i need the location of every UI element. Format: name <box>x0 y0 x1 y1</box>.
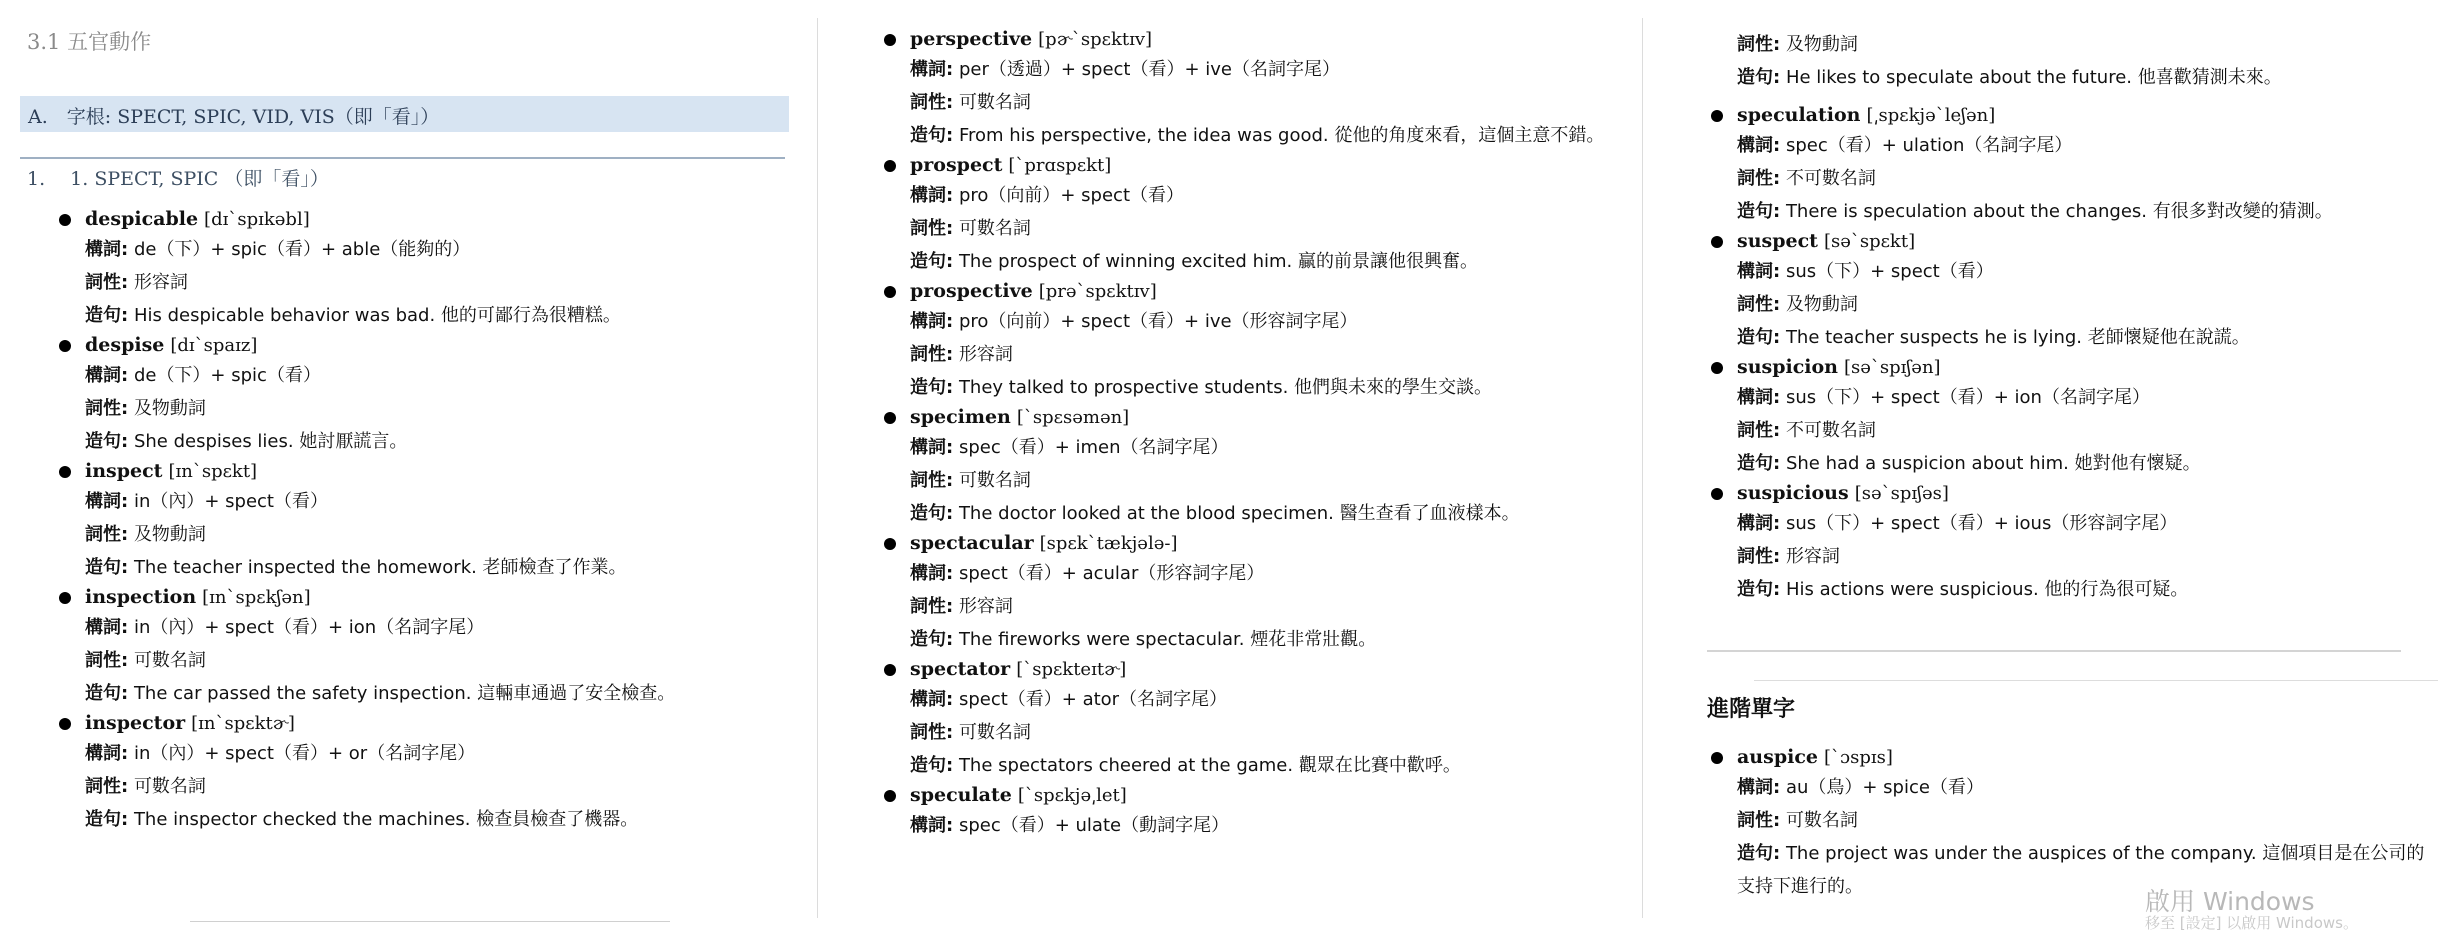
bullet-icon <box>1711 236 1723 248</box>
pos-label: 詞性: <box>910 92 954 113</box>
pos-line <box>85 518 805 551</box>
vocab-entry <box>910 782 1628 842</box>
pos-value: 可數名詞 <box>958 470 1031 491</box>
section-divider <box>20 157 785 159</box>
vocab-entry <box>910 530 1628 656</box>
sentence-line <box>910 371 1628 404</box>
pos-label: 詞性: <box>1737 810 1781 831</box>
bullet-icon <box>1711 752 1723 764</box>
bullet-icon <box>884 286 896 298</box>
pronunciation: [sə`spɛkt] <box>1823 231 1916 252</box>
pos-label: 詞性: <box>910 596 954 617</box>
pos-value: 及物動詞 <box>1785 34 1858 55</box>
entry-headword-line <box>85 710 805 737</box>
structure-label: 構詞: <box>1737 135 1781 156</box>
entry-headword-line <box>910 152 1628 179</box>
entry-headword-line <box>910 530 1628 557</box>
sentence-value: His despicable behavior was bad. 他的可鄙行為很糟糕。 <box>133 305 621 326</box>
sentence-value: From his perspective, the idea was good. 從他的角度來看，這個主意不錯。 <box>958 125 1605 146</box>
entry-headword-line <box>910 26 1628 53</box>
entry-headword-line <box>910 782 1628 809</box>
entry-headword-line <box>910 404 1628 431</box>
bullet-icon <box>884 412 896 424</box>
pos-line <box>1737 414 2427 447</box>
sentence-value: The fireworks were spectacular. 煙花非常壯觀。 <box>958 629 1377 650</box>
structure-value: au（鳥）+ spice（看） <box>1785 777 1984 798</box>
sentence-line <box>85 551 805 584</box>
pos-value: 形容詞 <box>958 596 1013 617</box>
section-heading: A. 字根: SPECT, SPIC, VID, VIS（即「看」） <box>20 96 789 132</box>
pronunciation: [sə`spɪʃəs] <box>1854 483 1949 504</box>
pos-label: 詞性: <box>85 650 129 671</box>
pos-line <box>85 770 805 803</box>
pronunciation: [pɚ`spɛktɪv] <box>1038 29 1153 50</box>
sentence-line <box>910 245 1628 278</box>
sentence-label: 造句: <box>910 251 954 272</box>
bullet-icon <box>59 718 71 730</box>
pos-label: 詞性: <box>1737 168 1781 189</box>
sentence-value: She despises lies. 她討厭謊言。 <box>133 431 408 452</box>
structure-label: 構詞: <box>910 689 954 710</box>
bullet-icon <box>884 538 896 550</box>
structure-label: 構詞: <box>910 437 954 458</box>
sentence-label: 造句: <box>910 755 954 776</box>
pos-line <box>1737 540 2427 573</box>
structure-line <box>85 737 805 770</box>
headword: perspective <box>910 28 1033 50</box>
pos-value: 形容詞 <box>1785 546 1840 567</box>
column-3 <box>1644 0 2438 924</box>
headword: suspicious <box>1737 482 1849 504</box>
structure-line <box>1737 381 2427 414</box>
structure-value: sus（下）+ spect（看）+ ious（形容詞字尾） <box>1785 513 2178 534</box>
sentence-value: The inspector checked the machines. 檢查員檢查了機器。 <box>133 809 639 830</box>
sentence-label: 造句: <box>1737 67 1781 88</box>
sentence-line <box>910 623 1628 656</box>
column-1 <box>0 0 816 924</box>
pronunciation: [`ɔspɪs] <box>1823 747 1893 768</box>
structure-line <box>85 359 805 392</box>
headword: auspice <box>1737 746 1818 768</box>
sentence-label: 造句: <box>85 809 129 830</box>
pos-label: 詞性: <box>85 776 129 797</box>
structure-value: per（透過）+ spect（看）+ ive（名詞字尾） <box>958 59 1341 80</box>
bullet-icon <box>884 790 896 802</box>
pos-value: 可數名詞 <box>958 218 1031 239</box>
advanced-divider-secondary <box>1754 680 2438 681</box>
bullet-icon <box>59 466 71 478</box>
bullet-icon <box>59 340 71 352</box>
bullet-icon <box>59 592 71 604</box>
headword: specimen <box>910 406 1011 428</box>
vocab-entry <box>85 332 805 458</box>
structure-line <box>910 683 1628 716</box>
sentence-label: 造句: <box>85 683 129 704</box>
pos-value: 不可數名詞 <box>1785 420 1876 441</box>
sentence-label: 造句: <box>1737 453 1781 474</box>
pronunciation: [ɪn`spɛkt] <box>168 461 258 482</box>
sentence-label: 造句: <box>910 377 954 398</box>
structure-label: 構詞: <box>85 491 129 512</box>
structure-line <box>85 233 805 266</box>
structure-value: in（內）+ spect（看）+ ion（名詞字尾） <box>133 617 485 638</box>
pronunciation: [dɪ`spaɪz] <box>170 335 258 356</box>
vocab-entry <box>85 458 805 584</box>
entry-headword-line <box>910 656 1628 683</box>
entry-headword-line <box>85 332 805 359</box>
pos-line <box>910 464 1628 497</box>
sentence-label: 造句: <box>910 629 954 650</box>
pronunciation: [`spɛkteɪtɚ] <box>1016 659 1127 680</box>
pronunciation: [ɪn`spɛkʃən] <box>202 587 311 608</box>
page-title: 3.1 五官動作 <box>27 30 152 54</box>
structure-label: 構詞: <box>85 617 129 638</box>
sentence-line <box>910 497 1628 530</box>
headword: inspect <box>85 460 163 482</box>
pos-value: 及物動詞 <box>1785 294 1858 315</box>
headword: inspection <box>85 586 197 608</box>
vocab-entry <box>910 26 1628 152</box>
bullet-icon <box>1711 488 1723 500</box>
structure-label: 構詞: <box>85 743 129 764</box>
sentence-value: The doctor looked at the blood specimen. 醫生查看了血液樣本。 <box>958 503 1520 524</box>
pos-value: 不可數名詞 <box>1785 168 1876 189</box>
entry-headword-line <box>85 206 805 233</box>
structure-line <box>1737 507 2427 540</box>
sentence-line <box>1737 837 2427 903</box>
pos-value: 及物動詞 <box>133 524 206 545</box>
structure-label: 構詞: <box>910 563 954 584</box>
pronunciation: [`prɑspɛkt] <box>1008 155 1112 176</box>
footer-divider <box>190 921 670 922</box>
structure-value: spec（看）+ ulation（名詞字尾） <box>1785 135 2073 156</box>
pronunciation: [spɛk`tækjələ-] <box>1039 533 1178 554</box>
pos-line <box>85 644 805 677</box>
headword: speculate <box>910 784 1012 806</box>
sentence-label: 造句: <box>1737 327 1781 348</box>
pos-label: 詞性: <box>85 524 129 545</box>
entry-headword-line <box>1737 228 2427 255</box>
sentence-line <box>1737 61 2427 94</box>
pronunciation: [`spɛsəmən] <box>1016 407 1130 428</box>
structure-value: spect（看）+ ator（名詞字尾） <box>958 689 1228 710</box>
activate-windows-watermark: 啟用 Windows <box>2145 887 2315 916</box>
pos-line <box>1737 804 2427 837</box>
pronunciation: [prə`spɛktɪv] <box>1038 281 1157 302</box>
sentence-line <box>1737 321 2427 354</box>
sentence-value: The project was under the auspices of the company. 這個項目是在公司的支持下進行的。 <box>1737 843 2425 897</box>
pos-value: 形容詞 <box>133 272 188 293</box>
headword: spectacular <box>910 532 1034 554</box>
advanced-entry-list <box>1737 744 2427 903</box>
pos-line <box>910 338 1628 371</box>
pos-value: 可數名詞 <box>133 776 206 797</box>
structure-value: sus（下）+ spect（看）+ ion（名詞字尾） <box>1785 387 2150 408</box>
sentence-value: His actions were suspicious. 他的行為很可疑。 <box>1785 579 2189 600</box>
sentence-line <box>85 677 805 710</box>
bullet-icon <box>884 34 896 46</box>
headword: suspect <box>1737 230 1818 252</box>
structure-label: 構詞: <box>1737 777 1781 798</box>
structure-value: spect（看）+ acular（形容詞字尾） <box>958 563 1265 584</box>
sentence-value: She had a suspicion about him. 她對他有懷疑。 <box>1785 453 2201 474</box>
headword: despicable <box>85 208 199 230</box>
vocab-entry <box>1737 228 2427 354</box>
entry-headword-line <box>1737 744 2427 771</box>
sentence-label: 造句: <box>85 305 129 326</box>
sentence-label: 造句: <box>85 431 129 452</box>
structure-line <box>1737 129 2427 162</box>
pronunciation: [͵spɛkjə`leʃən] <box>1866 105 1996 126</box>
bullet-icon <box>1711 362 1723 374</box>
bullet-icon <box>59 214 71 226</box>
vocab-entry <box>1737 744 2427 903</box>
pos-label: 詞性: <box>1737 420 1781 441</box>
pos-label: 詞性: <box>1737 34 1781 55</box>
vocab-entry <box>910 152 1628 278</box>
sentence-value: The teacher suspects he is lying. 老師懷疑他在說謊。 <box>1785 327 2250 348</box>
pos-label: 詞性: <box>1737 546 1781 567</box>
pos-value: 可數名詞 <box>958 92 1031 113</box>
vocab-entry <box>1737 354 2427 480</box>
vocab-entry <box>1737 102 2427 228</box>
structure-value: pro（向前）+ spect（看）+ ive（形容詞字尾） <box>958 311 1358 332</box>
pos-label: 詞性: <box>910 344 954 365</box>
sentence-line <box>85 425 805 458</box>
structure-line <box>910 179 1628 212</box>
sentence-label: 造句: <box>910 125 954 146</box>
column-2 <box>818 0 1640 924</box>
vocab-entry <box>910 656 1628 782</box>
entry-headword-line <box>85 584 805 611</box>
structure-value: de（下）+ spic（看） <box>133 365 321 386</box>
pos-line <box>1737 28 2427 61</box>
sentence-line <box>910 749 1628 782</box>
sentence-label: 造句: <box>1737 579 1781 600</box>
sentence-value: They talked to prospective students. 他們與未來的學生交談。 <box>958 377 1493 398</box>
structure-label: 構詞: <box>85 239 129 260</box>
pos-line <box>910 590 1628 623</box>
pos-value: 可數名詞 <box>958 722 1031 743</box>
structure-line <box>910 431 1628 464</box>
left-edge-mark <box>0 446 1 467</box>
entry-headword-line <box>1737 102 2427 129</box>
bullet-icon <box>884 160 896 172</box>
sentence-value: There is speculation about the changes. 有很多對改變的猜測。 <box>1785 201 2333 222</box>
sentence-line <box>1737 573 2427 606</box>
sentence-line <box>910 119 1628 152</box>
sentence-value: The car passed the safety inspection. 這輛車通過了安全檢查。 <box>133 683 676 704</box>
structure-value: de（下）+ spic（看）+ able（能夠的） <box>133 239 471 260</box>
structure-label: 構詞: <box>85 365 129 386</box>
entry-headword-line <box>910 278 1628 305</box>
structure-label: 構詞: <box>1737 261 1781 282</box>
subsection-heading: 1. 1. SPECT, SPIC （即「看」） <box>27 168 329 190</box>
structure-label: 構詞: <box>1737 387 1781 408</box>
sentence-value: The spectators cheered at the game. 觀眾在比賽中歡呼。 <box>958 755 1461 776</box>
pos-line <box>910 212 1628 245</box>
headword: prospect <box>910 154 1003 176</box>
advanced-divider <box>1707 650 2401 652</box>
pos-line <box>1737 162 2427 195</box>
structure-value: sus（下）+ spect（看） <box>1785 261 1994 282</box>
entry-headword-line <box>1737 480 2427 507</box>
pos-label: 詞性: <box>910 470 954 491</box>
carryover-entry <box>1737 28 2427 94</box>
pos-label: 詞性: <box>85 272 129 293</box>
sentence-value: He likes to speculate about the future. 他喜歡猜測未來。 <box>1785 67 2282 88</box>
structure-value: in（內）+ spect（看） <box>133 491 328 512</box>
structure-line <box>1737 255 2427 288</box>
pronunciation: [`spɛkjə͵let] <box>1017 785 1127 806</box>
pronunciation: [dɪ`spɪkəbl] <box>204 209 310 230</box>
sentence-line <box>1737 447 2427 480</box>
vocab-entry <box>1737 480 2427 606</box>
pronunciation: [sə`spɪʃən] <box>1843 357 1941 378</box>
advanced-heading: 進階單字 <box>1707 696 1796 722</box>
bullet-icon <box>884 664 896 676</box>
headword: despise <box>85 334 165 356</box>
activate-windows-subtext: 移至 [設定] 以啟用 Windows。 <box>2145 914 2358 932</box>
pos-value: 形容詞 <box>958 344 1013 365</box>
structure-line <box>1737 771 2427 804</box>
headword: inspector <box>85 712 186 734</box>
structure-line <box>910 305 1628 338</box>
vocab-entry <box>85 584 805 710</box>
headword: prospective <box>910 280 1033 302</box>
pos-label: 詞性: <box>1737 294 1781 315</box>
structure-line <box>910 557 1628 590</box>
sentence-value: The prospect of winning excited him. 贏的前景讓他很興奮。 <box>958 251 1478 272</box>
headword: speculation <box>1737 104 1861 126</box>
entry-list <box>85 206 805 836</box>
pos-line <box>910 716 1628 749</box>
entry-list <box>910 26 1628 842</box>
structure-value: pro（向前）+ spect（看） <box>958 185 1185 206</box>
structure-label: 構詞: <box>1737 513 1781 534</box>
structure-value: spec（看）+ imen（名詞字尾） <box>958 437 1229 458</box>
vocab-entry <box>85 206 805 332</box>
sentence-label: 造句: <box>1737 201 1781 222</box>
entry-headword-line <box>1737 354 2427 381</box>
structure-line <box>85 485 805 518</box>
sentence-value: The teacher inspected the homework. 老師檢查了作業。 <box>133 557 627 578</box>
sentence-line <box>85 803 805 836</box>
entry-headword-line <box>85 458 805 485</box>
pos-line <box>1737 288 2427 321</box>
structure-value: in（內）+ spect（看）+ or（名詞字尾） <box>133 743 476 764</box>
pos-line <box>910 86 1628 119</box>
structure-label: 構詞: <box>910 815 954 836</box>
pos-value: 及物動詞 <box>133 398 206 419</box>
structure-label: 構詞: <box>910 59 954 80</box>
structure-line <box>910 809 1628 842</box>
headword: suspicion <box>1737 356 1838 378</box>
sentence-label: 造句: <box>85 557 129 578</box>
bullet-icon <box>1711 110 1723 122</box>
headword: spectator <box>910 658 1011 680</box>
sentence-line <box>1737 195 2427 228</box>
vocab-entry <box>910 278 1628 404</box>
structure-line <box>85 611 805 644</box>
pos-label: 詞性: <box>910 218 954 239</box>
structure-line <box>910 53 1628 86</box>
pos-line <box>85 266 805 299</box>
entry-list <box>1737 102 2427 606</box>
structure-value: spec（看）+ ulate（動詞字尾） <box>958 815 1230 836</box>
pos-value: 可數名詞 <box>133 650 206 671</box>
structure-label: 構詞: <box>910 185 954 206</box>
column-divider <box>1642 18 1643 918</box>
vocab-entry <box>85 710 805 836</box>
pos-line <box>85 392 805 425</box>
pronunciation: [ɪn`spɛktɚ] <box>191 713 295 734</box>
structure-label: 構詞: <box>910 311 954 332</box>
sentence-line <box>85 299 805 332</box>
pos-value: 可數名詞 <box>1785 810 1858 831</box>
vocab-entry <box>910 404 1628 530</box>
sentence-label: 造句: <box>1737 843 1781 864</box>
pos-label: 詞性: <box>85 398 129 419</box>
sentence-label: 造句: <box>910 503 954 524</box>
pos-label: 詞性: <box>910 722 954 743</box>
